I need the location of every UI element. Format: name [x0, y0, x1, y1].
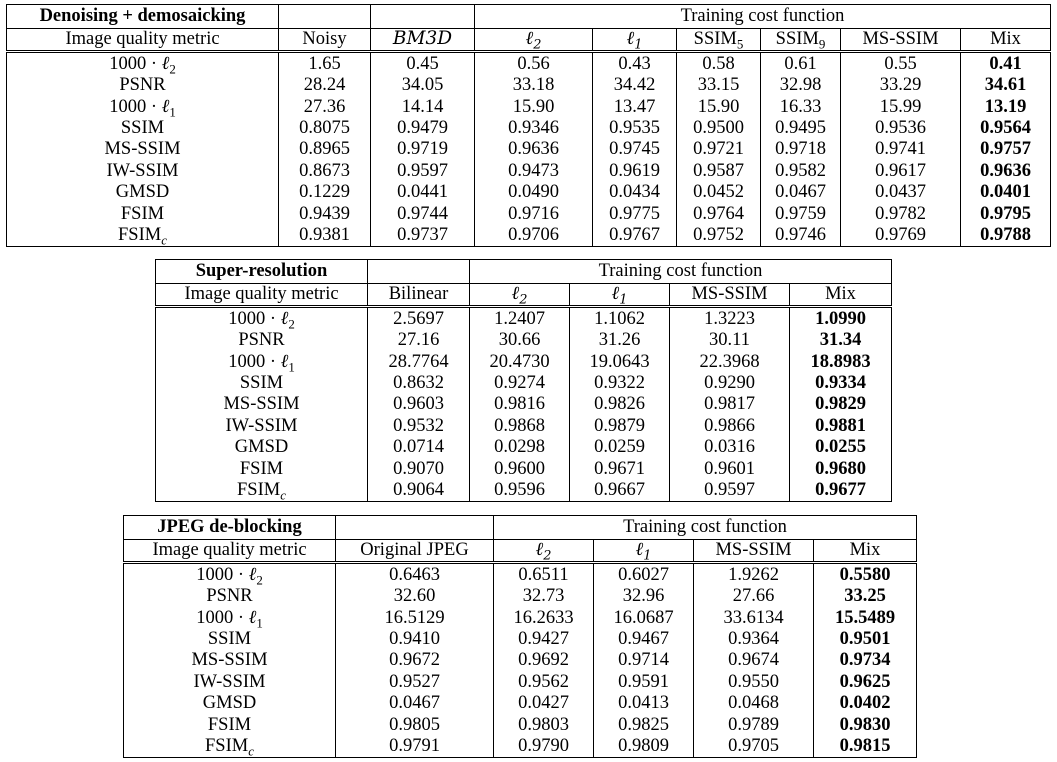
value-cell: 13.47 [593, 96, 677, 117]
value-cell: 0.9741 [841, 139, 961, 160]
value-cell: 0.43 [593, 52, 677, 75]
metric-header: Image quality metric [7, 29, 279, 52]
table-row [156, 351, 892, 372]
value-cell: 0.9788 [961, 225, 1051, 247]
value-cell: 0.6027 [594, 563, 694, 586]
value-cell: 0.9734 [814, 650, 917, 671]
value-cell: 27.36 [279, 96, 371, 117]
column-header: ℓ$_2$ [494, 540, 594, 563]
value-cell: 34.42 [593, 75, 677, 96]
table-row [7, 225, 1051, 247]
value-cell: 0.9591 [594, 671, 694, 692]
value-cell: 0.9619 [593, 160, 677, 181]
metric-cell: GMSD [7, 182, 279, 203]
metric-cell: PSNR [7, 75, 279, 96]
value-cell: 0.9597 [371, 160, 475, 181]
value-cell: 0.9752 [677, 225, 761, 247]
value-cell: 0.9791 [336, 736, 494, 758]
value-cell: 0.9826 [570, 394, 670, 415]
metric-cell: PSNR [156, 330, 368, 351]
metric-cell: GMSD [124, 693, 336, 714]
value-cell: 0.9582 [761, 160, 841, 181]
table-task-title: Super-resolution [156, 260, 368, 284]
value-cell: 0.0467 [336, 693, 494, 714]
value-cell: 33.25 [814, 586, 917, 607]
value-cell: 0.56 [475, 52, 593, 75]
value-cell: 0.1229 [279, 182, 371, 203]
value-cell: 32.60 [336, 586, 494, 607]
table-row [124, 607, 917, 628]
value-cell: 0.9830 [814, 714, 917, 735]
value-cell: 28.7764 [368, 351, 470, 372]
column-header: $SSIM_9$ [761, 29, 841, 52]
metric-cell: SSIM [156, 373, 368, 394]
value-cell: 0.0468 [694, 693, 814, 714]
value-cell: 0.9881 [790, 415, 892, 436]
value-cell: 0.9674 [694, 650, 814, 671]
metric-header: Image quality metric [156, 284, 368, 307]
value-cell: 0.9527 [336, 671, 494, 692]
value-cell: 0.9866 [670, 415, 790, 436]
value-cell: 0.9495 [761, 118, 841, 139]
value-cell: 0.9879 [570, 415, 670, 436]
value-cell: 0.9410 [336, 629, 494, 650]
table-row [156, 480, 892, 502]
value-cell: 0.9501 [814, 629, 917, 650]
metric-cell: PSNR [124, 586, 336, 607]
value-cell: 0.9805 [336, 714, 494, 735]
value-cell: 0.9817 [670, 394, 790, 415]
value-cell: 0.9737 [371, 225, 475, 247]
empty-header-cell [279, 5, 371, 29]
table-row [7, 139, 1051, 160]
value-cell: 0.9721 [677, 139, 761, 160]
value-cell: 0.9564 [961, 118, 1051, 139]
value-cell: 0.5580 [814, 563, 917, 586]
table-row [7, 160, 1051, 181]
metric-cell: $FSIM_c$ [124, 736, 336, 758]
value-cell: 22.3968 [670, 351, 790, 372]
column-header: ℓ$_1$ [570, 284, 670, 307]
value-cell: 0.9671 [570, 458, 670, 479]
metric-cell: 1000 · ℓ$_1$ [156, 351, 368, 372]
metric-cell: MS-SSIM [124, 650, 336, 671]
value-cell: 0.9535 [593, 118, 677, 139]
value-cell: 0.9829 [790, 394, 892, 415]
value-cell: 0.9625 [814, 671, 917, 692]
value-cell: 0.9815 [814, 736, 917, 758]
value-cell: 0.9562 [494, 671, 594, 692]
value-cell: 0.9716 [475, 203, 593, 224]
value-cell: 0.9816 [470, 394, 570, 415]
value-cell: 0.9500 [677, 118, 761, 139]
value-cell: 0.41 [961, 52, 1051, 75]
empty-header-cell [371, 5, 475, 29]
value-cell: 0.9719 [371, 139, 475, 160]
value-cell: 32.73 [494, 586, 594, 607]
super-resolution-results-table [155, 259, 892, 502]
value-cell: 0.9782 [841, 203, 961, 224]
value-cell: 0.8632 [368, 373, 470, 394]
value-cell: 33.29 [841, 75, 961, 96]
value-cell: 0.9868 [470, 415, 570, 436]
value-cell: 33.15 [677, 75, 761, 96]
value-cell: 33.6134 [694, 607, 814, 628]
metric-cell: $FSIM_c$ [156, 480, 368, 502]
value-cell: 0.9550 [694, 671, 814, 692]
value-cell: 1.3223 [670, 307, 790, 330]
value-cell: 0.0298 [470, 437, 570, 458]
value-cell: 16.33 [761, 96, 841, 117]
column-header: ℓ$_2$ [470, 284, 570, 307]
value-cell: 0.9825 [594, 714, 694, 735]
metric-cell: 1000 · ℓ$_2$ [156, 307, 368, 330]
value-cell: 0.9636 [961, 160, 1051, 181]
metric-cell: IW-SSIM [156, 415, 368, 436]
value-cell: 0.9759 [761, 203, 841, 224]
value-cell: 0.9705 [694, 736, 814, 758]
value-cell: 0.0401 [961, 182, 1051, 203]
value-cell: 0.0402 [814, 693, 917, 714]
value-cell: 1.0990 [790, 307, 892, 330]
value-cell: 0.9757 [961, 139, 1051, 160]
value-cell: 19.0643 [570, 351, 670, 372]
value-cell: 32.96 [594, 586, 694, 607]
value-cell: 18.8983 [790, 351, 892, 372]
value-cell: 0.58 [677, 52, 761, 75]
value-cell: 0.0259 [570, 437, 670, 458]
value-cell: 20.4730 [470, 351, 570, 372]
metric-cell: 1000 · ℓ$_2$ [124, 563, 336, 586]
value-cell: 0.9636 [475, 139, 593, 160]
column-header-row [124, 540, 917, 563]
column-header: Mix [961, 29, 1051, 52]
value-cell: 1.65 [279, 52, 371, 75]
group-header: Training cost function [470, 260, 892, 284]
value-cell: 0.0441 [371, 182, 475, 203]
value-cell: 0.9667 [570, 480, 670, 502]
column-header-row [7, 29, 1051, 52]
value-cell: 0.9789 [694, 714, 814, 735]
value-cell: 0.9473 [475, 160, 593, 181]
value-cell: 32.98 [761, 75, 841, 96]
value-cell: 0.8965 [279, 139, 371, 160]
value-cell: 1.1062 [570, 307, 670, 330]
metric-cell: MS-SSIM [7, 139, 279, 160]
metric-cell: SSIM [7, 118, 279, 139]
value-cell: 0.0316 [670, 437, 790, 458]
value-cell: 0.9790 [494, 736, 594, 758]
table-row [124, 650, 917, 671]
value-cell: 0.0437 [841, 182, 961, 203]
value-cell: 0.9070 [368, 458, 470, 479]
value-cell: 0.9381 [279, 225, 371, 247]
metric-cell: FSIM [156, 458, 368, 479]
value-cell: 34.05 [371, 75, 475, 96]
value-cell: 0.9714 [594, 650, 694, 671]
value-cell: 0.0467 [761, 182, 841, 203]
value-cell: 0.9617 [841, 160, 961, 181]
column-header: MS-SSIM [841, 29, 961, 52]
value-cell: 0.9706 [475, 225, 593, 247]
column-header: Noisy [279, 29, 371, 52]
value-cell: 0.9479 [371, 118, 475, 139]
metric-cell: FSIM [7, 203, 279, 224]
value-cell: 0.9672 [336, 650, 494, 671]
empty-header-cell [368, 260, 470, 284]
value-cell: 0.9809 [594, 736, 694, 758]
value-cell: 31.34 [790, 330, 892, 351]
value-cell: 0.0714 [368, 437, 470, 458]
value-cell: 0.9601 [670, 458, 790, 479]
table-row [156, 394, 892, 415]
table-row [156, 437, 892, 458]
column-header: Original JPEG [336, 540, 494, 563]
table-row [7, 203, 1051, 224]
value-cell: 0.9767 [593, 225, 677, 247]
value-cell: 0.9680 [790, 458, 892, 479]
table-row [124, 629, 917, 650]
value-cell: 0.9064 [368, 480, 470, 502]
table-row [7, 96, 1051, 117]
column-header: MS-SSIM [694, 540, 814, 563]
metric-cell: SSIM [124, 629, 336, 650]
table-row [124, 693, 917, 714]
value-cell: 33.18 [475, 75, 593, 96]
table-row [156, 307, 892, 330]
value-cell: 0.0255 [790, 437, 892, 458]
table-row [7, 182, 1051, 203]
value-cell: 0.0427 [494, 693, 594, 714]
value-cell: 15.90 [475, 96, 593, 117]
table-row [156, 373, 892, 394]
column-header-row [156, 284, 892, 307]
value-cell: 0.0490 [475, 182, 593, 203]
value-cell: 30.11 [670, 330, 790, 351]
table-row [156, 458, 892, 479]
table-row [156, 415, 892, 436]
value-cell: 0.9744 [371, 203, 475, 224]
value-cell: 0.9597 [670, 480, 790, 502]
column-header: ℓ$_1$ [593, 29, 677, 52]
table-row [124, 586, 917, 607]
column-header: BM3D [371, 29, 475, 52]
value-cell: 0.9600 [470, 458, 570, 479]
value-cell: 0.0434 [593, 182, 677, 203]
value-cell: 0.9596 [470, 480, 570, 502]
value-cell: 0.9692 [494, 650, 594, 671]
value-cell: 0.8075 [279, 118, 371, 139]
value-cell: 0.9439 [279, 203, 371, 224]
value-cell: 0.9746 [761, 225, 841, 247]
table-row [124, 563, 917, 586]
column-header: Mix [814, 540, 917, 563]
table-row [7, 52, 1051, 75]
table-row [124, 736, 917, 758]
metric-cell: FSIM [124, 714, 336, 735]
value-cell: 0.9587 [677, 160, 761, 181]
value-cell: 0.6463 [336, 563, 494, 586]
jpeg-deblocking-results-table [123, 515, 917, 758]
table-row [124, 671, 917, 692]
value-cell: 27.16 [368, 330, 470, 351]
metric-cell: MS-SSIM [156, 394, 368, 415]
value-cell: 15.90 [677, 96, 761, 117]
table-row [7, 75, 1051, 96]
column-header: $SSIM_5$ [677, 29, 761, 52]
value-cell: 16.2633 [494, 607, 594, 628]
column-header: MS-SSIM [670, 284, 790, 307]
value-cell: 0.0413 [594, 693, 694, 714]
value-cell: 16.5129 [336, 607, 494, 628]
value-cell: 0.9603 [368, 394, 470, 415]
value-cell: 1.2407 [470, 307, 570, 330]
value-cell: 1.9262 [694, 563, 814, 586]
value-cell: 0.8673 [279, 160, 371, 181]
group-header: Training cost function [494, 516, 917, 540]
value-cell: 27.66 [694, 586, 814, 607]
column-header: ℓ$_1$ [594, 540, 694, 563]
empty-header-cell [336, 516, 494, 540]
value-cell: 0.9467 [594, 629, 694, 650]
value-cell: 0.9334 [790, 373, 892, 394]
metric-cell: IW-SSIM [7, 160, 279, 181]
value-cell: 0.9322 [570, 373, 670, 394]
value-cell: 15.5489 [814, 607, 917, 628]
metric-cell: $FSIM_c$ [7, 225, 279, 247]
value-cell: 0.9274 [470, 373, 570, 394]
metric-cell: 1000 · ℓ$_2$ [7, 52, 279, 75]
value-cell: 0.9769 [841, 225, 961, 247]
value-cell: 0.9718 [761, 139, 841, 160]
metric-cell: GMSD [156, 437, 368, 458]
denoising-results-table [6, 4, 1051, 247]
value-cell: 0.9290 [670, 373, 790, 394]
value-cell: 0.45 [371, 52, 475, 75]
value-cell: 0.9346 [475, 118, 593, 139]
value-cell: 14.14 [371, 96, 475, 117]
value-cell: 0.9803 [494, 714, 594, 735]
column-header: ℓ$_2$ [475, 29, 593, 52]
value-cell: 0.9427 [494, 629, 594, 650]
value-cell: 16.0687 [594, 607, 694, 628]
value-cell: 34.61 [961, 75, 1051, 96]
value-cell: 0.6511 [494, 563, 594, 586]
metric-header: Image quality metric [124, 540, 336, 563]
value-cell: 0.9795 [961, 203, 1051, 224]
group-header: Training cost function [475, 5, 1051, 29]
metric-cell: 1000 · ℓ$_1$ [7, 96, 279, 117]
value-cell: 0.9532 [368, 415, 470, 436]
value-cell: 30.66 [470, 330, 570, 351]
column-header: Bilinear [368, 284, 470, 307]
metric-cell: 1000 · ℓ$_1$ [124, 607, 336, 628]
value-cell: 15.99 [841, 96, 961, 117]
table-row [124, 714, 917, 735]
value-cell: 0.9677 [790, 480, 892, 502]
value-cell: 28.24 [279, 75, 371, 96]
table-row [156, 330, 892, 351]
value-cell: 0.9764 [677, 203, 761, 224]
value-cell: 31.26 [570, 330, 670, 351]
value-cell: 2.5697 [368, 307, 470, 330]
value-cell: 0.0452 [677, 182, 761, 203]
table-task-title: Denoising + demosaicking [7, 5, 279, 29]
value-cell: 0.61 [761, 52, 841, 75]
table-row [7, 118, 1051, 139]
value-cell: 13.19 [961, 96, 1051, 117]
value-cell: 0.55 [841, 52, 961, 75]
column-header: Mix [790, 284, 892, 307]
value-cell: 0.9364 [694, 629, 814, 650]
value-cell: 0.9745 [593, 139, 677, 160]
table-task-title: JPEG de-blocking [124, 516, 336, 540]
metric-cell: IW-SSIM [124, 671, 336, 692]
value-cell: 0.9536 [841, 118, 961, 139]
value-cell: 0.9775 [593, 203, 677, 224]
